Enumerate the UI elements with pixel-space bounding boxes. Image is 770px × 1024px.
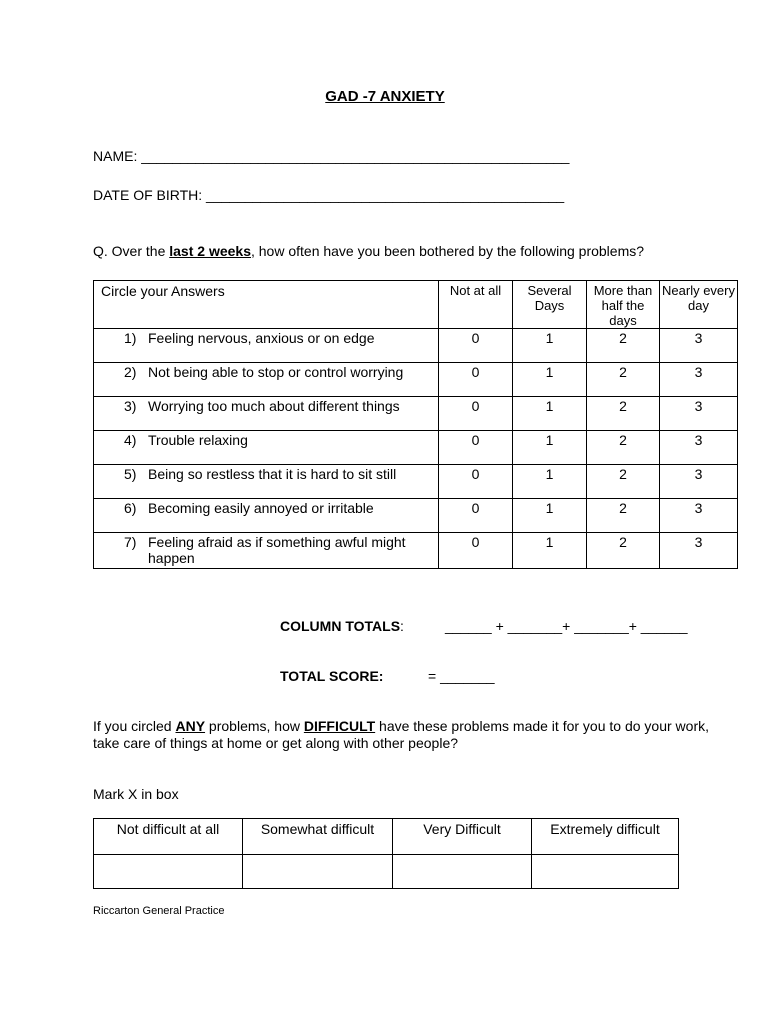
answer-nearly-every-day[interactable]: 3 <box>660 533 738 569</box>
header-not-at-all: Not at all <box>439 281 513 329</box>
table-row <box>94 363 738 397</box>
answer-several-days[interactable]: 1 <box>513 431 587 465</box>
row-text: Feeling nervous, anxious or on edge <box>148 330 375 346</box>
answer-not-at-all[interactable]: 0 <box>439 397 513 431</box>
mark-instruction: Mark X in box <box>93 786 179 802</box>
answer-nearly-every-day[interactable]: 3 <box>660 465 738 499</box>
row-text: Not being able to stop or control worrying <box>148 364 404 380</box>
answer-more-than-half[interactable]: 2 <box>587 499 660 533</box>
name-field[interactable]: NAME: _______________________________________________________ <box>93 148 570 164</box>
table-row <box>94 499 738 533</box>
checkbox-not-difficult[interactable] <box>94 855 243 889</box>
answer-nearly-every-day[interactable]: 3 <box>660 397 738 431</box>
row-number: 6) <box>124 500 137 516</box>
answer-nearly-every-day[interactable]: 3 <box>660 329 738 363</box>
difficulty-header-row <box>94 819 679 855</box>
answer-not-at-all[interactable]: 0 <box>439 533 513 569</box>
answer-several-days[interactable]: 1 <box>513 499 587 533</box>
row-text: Being so restless that it is hard to sit still <box>148 466 397 482</box>
answer-more-than-half[interactable]: 2 <box>587 465 660 499</box>
footer-practice-name: Riccarton General Practice <box>93 905 225 917</box>
table-row <box>94 397 738 431</box>
answer-not-at-all[interactable]: 0 <box>439 431 513 465</box>
table-row <box>94 431 738 465</box>
column-totals-label: COLUMN TOTALS: <box>280 618 404 634</box>
option-very-difficult: Very Difficult <box>393 819 532 855</box>
answer-nearly-every-day[interactable]: 3 <box>660 431 738 465</box>
answer-not-at-all[interactable]: 0 <box>439 465 513 499</box>
emphasis-difficult: DIFFICULT <box>303 718 376 734</box>
answer-more-than-half[interactable]: 2 <box>587 397 660 431</box>
header-nearly-every-day: Nearly every day <box>660 281 738 329</box>
difficulty-checkbox-row <box>94 855 679 889</box>
answer-several-days[interactable]: 1 <box>513 363 587 397</box>
row-number: 3) <box>124 398 137 414</box>
row-number: 7) <box>124 534 137 550</box>
answer-several-days[interactable]: 1 <box>513 329 587 363</box>
checkbox-very-difficult[interactable] <box>393 855 532 889</box>
row-text: Becoming easily annoyed or irritable <box>148 500 374 516</box>
difficulty-table <box>93 818 679 889</box>
page-title: GAD -7 ANXIETY <box>325 88 445 105</box>
answer-more-than-half[interactable]: 2 <box>587 533 660 569</box>
header-several-days: Several Days <box>513 281 587 329</box>
row-number: 1) <box>124 330 137 346</box>
answer-several-days[interactable]: 1 <box>513 397 587 431</box>
emphasis-any: ANY <box>175 718 206 734</box>
row-number: 2) <box>124 364 137 380</box>
symptom-table <box>93 280 738 569</box>
row-text: Feeling afraid as if something awful might happen <box>148 534 406 566</box>
answer-more-than-half[interactable]: 2 <box>587 329 660 363</box>
question-emphasis: last 2 weeks <box>169 243 251 259</box>
answer-more-than-half[interactable]: 2 <box>587 431 660 465</box>
answer-nearly-every-day[interactable]: 3 <box>660 363 738 397</box>
total-score-blank[interactable]: = _______ <box>428 668 495 684</box>
header-circle-answers: Circle your Answers <box>94 281 439 329</box>
option-extremely-difficult: Extremely difficult <box>532 819 679 855</box>
table-row <box>94 533 738 569</box>
row-number: 5) <box>124 466 137 482</box>
difficulty-question: If you circled ANY problems, how DIFFICULT have these problems made it for you to do your work, take care of things at home or get along with other people? <box>93 718 709 751</box>
option-not-difficult: Not difficult at all <box>94 819 243 855</box>
table-row <box>94 329 738 363</box>
answer-not-at-all[interactable]: 0 <box>439 499 513 533</box>
option-somewhat-difficult: Somewhat difficult <box>243 819 393 855</box>
date-of-birth-field[interactable]: DATE OF BIRTH: ______________________________________________ <box>93 187 565 203</box>
row-text: Worrying too much about different things <box>148 398 400 414</box>
answer-more-than-half[interactable]: 2 <box>587 363 660 397</box>
answer-several-days[interactable]: 1 <box>513 465 587 499</box>
question-text: Q. Over the last 2 weeks, how often have you been bothered by the following problems? <box>93 243 645 259</box>
answer-not-at-all[interactable]: 0 <box>439 363 513 397</box>
header-more-than-half: More than half the days <box>587 281 660 329</box>
answer-nearly-every-day[interactable]: 3 <box>660 499 738 533</box>
total-score-label: TOTAL SCORE: <box>280 668 384 684</box>
answer-not-at-all[interactable]: 0 <box>439 329 513 363</box>
checkbox-extremely-difficult[interactable] <box>532 855 679 889</box>
table-header-row <box>94 281 738 329</box>
row-number: 4) <box>124 432 137 448</box>
table-row <box>94 465 738 499</box>
answer-several-days[interactable]: 1 <box>513 533 587 569</box>
checkbox-somewhat-difficult[interactable] <box>243 855 393 889</box>
row-text: Trouble relaxing <box>148 432 248 448</box>
column-totals-blanks[interactable]: ______ + _______+ _______+ ______ <box>445 618 688 634</box>
